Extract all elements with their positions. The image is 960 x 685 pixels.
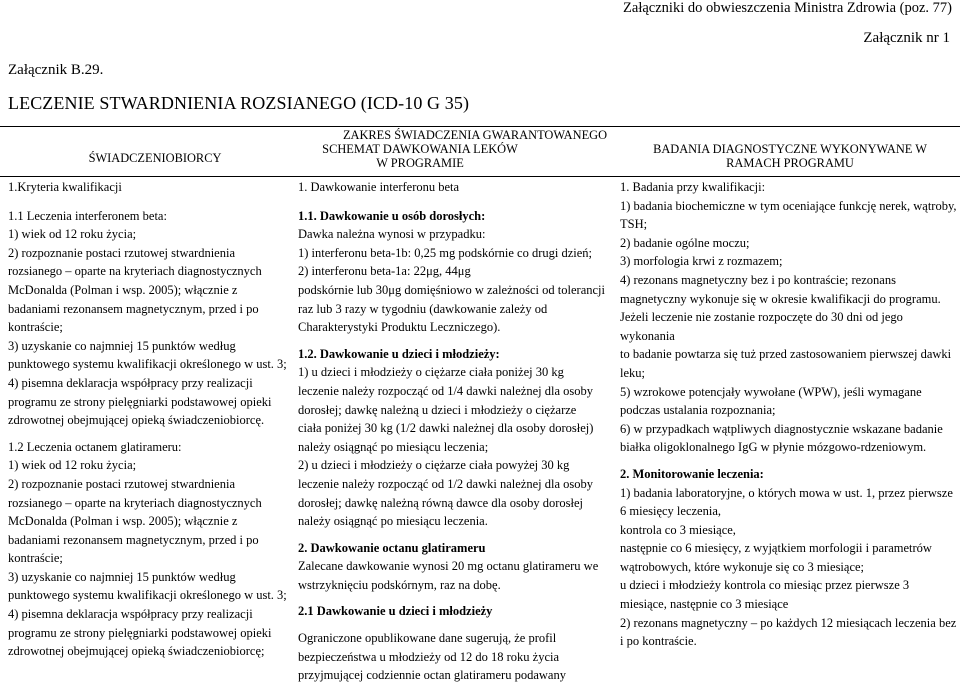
text-line: 5) wzrokowe potencjały wywołane (WPW), jeśli wymagane <box>620 384 922 399</box>
text-line: zdrowotnej obejmującej opieką świadczeniobiorcę. <box>8 413 265 428</box>
text-line: 1) interferonu beta-1b: 0,25 mg podskórnie co drugi dzień; <box>298 245 593 260</box>
text-line: kontrola co 3 miesiące, <box>620 522 736 537</box>
text-line: 2) rezonans magnetyczny – po każdych 12 miesiącach leczenia bez <box>620 615 957 630</box>
column-diagnostics <box>620 178 958 651</box>
header-bottom-border <box>0 176 960 177</box>
text-line: Jeżeli leczenie nie zostanie rozpoczęte do 30 dni od jego wykonania <box>620 310 903 343</box>
text-line: należy osiągnąć po miesiącu leczenia. <box>298 514 488 529</box>
text-line: leczenie należy rozpocząć od 1/2 dawki należnej dla osoby <box>298 476 594 491</box>
text-line: 1) badania laboratoryjne, o których mowa w ust. 1, przez pierwsze <box>620 485 953 500</box>
text-line: dorosłej; dawkę należną równą dawce dla osoby dorosłej <box>298 495 583 510</box>
glatiramer-heading: 1.2 Leczenia octanem glatirameru: <box>8 439 182 454</box>
col2-header-line2: W PROGRAMIE <box>376 155 464 170</box>
text-line: programu ze strony pielęgniarki podstawowej opieki <box>8 394 272 409</box>
text-line: badaniami rezonansem magnetycznym, przed i po <box>8 532 259 547</box>
text-line: ciała poniżej 30 kg (1/2 dawki należnej dla osoby dorosłej) <box>298 421 594 436</box>
text-line: magnetyczny wykonuje się w okresie kwalifikacji do programu. <box>620 291 941 306</box>
text-line: 3) uzyskanie co najmniej 15 punktów według <box>8 338 236 353</box>
text-line: należy osiągnąć po miesiącu leczenia; <box>298 439 489 454</box>
text-line: 4) rezonans magnetyczny bez i po kontraście; rezonans <box>620 272 896 287</box>
column-eligibility <box>8 178 290 661</box>
text-line: 1) badania biochemiczne w tym oceniające funkcję nerek, wątroby, <box>620 198 957 213</box>
qualification-tests-heading: 1. Badania przy kwalifikacji: <box>620 180 766 194</box>
text-line: rozsianego – oparte na kryteriach diagnostycznych <box>8 495 262 510</box>
annex-number: Załącznik nr 1 <box>863 30 950 46</box>
glatiramer-children-heading: 2.1 Dawkowanie u dzieci i młodzieży <box>298 604 493 619</box>
text-line: kontraście; <box>8 551 63 566</box>
text-line: 3) uzyskanie co najmniej 15 punktów według <box>8 569 236 584</box>
text-line: miesiące, następnie co 3 miesiące <box>620 597 789 612</box>
text-line: podczas ustalania rozpoznania; <box>620 403 776 418</box>
text-line: 6) w przypadkach wątpliwych diagnostycznie wskazane badanie <box>620 421 943 436</box>
col3-header-line1: BADANIA DIAGNOSTYCZNE WYKONYWANE W <box>653 142 927 156</box>
text-line: podskórnie lub 30μg domięśniowo w zależności od tolerancji <box>298 282 605 297</box>
text-line: to badanie powtarza się tuż przed zastosowaniem pierwszej dawki <box>620 347 952 362</box>
children-dosing-heading: 1.2. Dawkowanie u dzieci i młodzieży: <box>298 346 500 361</box>
dosing-section-heading: 1. Dawkowanie interferonu beta <box>298 180 460 194</box>
text-line: Ograniczone opublikowane dane sugerują, że profil <box>298 631 557 646</box>
text-line: i po kontraście. <box>620 634 697 649</box>
text-line: badaniami rezonansem magnetycznym, przed i po <box>8 301 259 316</box>
col1-header: ŚWIADCZENIOBIORCY <box>88 151 222 165</box>
text-line: 3) morfologia krwi z rozmazem; <box>620 254 783 269</box>
adult-dosing-heading: 1.1. Dawkowanie u osób dorosłych: <box>298 208 486 223</box>
text-line: Charakterystyki Produktu Leczniczego). <box>298 320 501 335</box>
text-line: 4) pisemna deklaracja współpracy przy realizacji <box>8 375 253 390</box>
glatiramer-dosing-heading: 2. Dawkowanie octanu glatirameru <box>298 540 486 555</box>
text-line: Dawka należna wynosi w przypadku: <box>298 227 486 242</box>
column-dosing <box>298 178 618 685</box>
document-title: LECZENIE STWARDNIENIA ROZSIANEGO (ICD-10 G 35) <box>8 93 470 113</box>
text-line: TSH; <box>620 217 648 232</box>
text-line: 2) badanie ogólne moczu; <box>620 235 750 250</box>
interferon-heading: 1.1 Leczenia interferonem beta: <box>8 208 167 223</box>
col3-header <box>620 143 960 170</box>
text-line: McDonalda (Polman i wsp. 2005); włącznie z <box>8 514 238 529</box>
col2-header <box>295 143 545 170</box>
text-line: wątrobowych, które wykonuje się co 3 miesiące; <box>620 559 865 574</box>
header-note: Załączniki do obwieszczenia Ministra Zdrowia (poz. 77) <box>623 0 952 16</box>
text-line: dorosłej; dawkę należną u dzieci i młodzieży o ciężarze <box>298 402 577 417</box>
text-line: 4) pisemna deklaracja współpracy przy realizacji <box>8 607 253 622</box>
text-line: u dzieci i młodzieży kontrola co miesiąc przez pierwsze 3 <box>620 578 910 593</box>
text-line: 2) rozpoznanie postaci rzutowej stwardnienia <box>8 245 235 260</box>
text-line: leczenie należy rozpocząć od 1/4 dawki należnej dla osoby <box>298 383 594 398</box>
text-line: punktowego systemu kwalifikacji określonego w ust. 3; <box>8 357 287 372</box>
text-line: kontraście; <box>8 320 63 335</box>
text-line: 2) interferonu beta-1a: 22μg, 44μg <box>298 264 471 279</box>
text-line: raz lub 3 razy w tygodniu (dawkowanie zależy od <box>298 301 548 316</box>
text-line: 1) u dzieci i młodzieży o ciężarze ciała poniżej 30 kg <box>298 365 564 380</box>
table-top-border <box>0 126 960 127</box>
text-line: Zalecane dawkowanie wynosi 20 mg octanu glatirameru we <box>298 559 599 574</box>
col2-header-line1: SCHEMAT DAWKOWANIA LEKÓW <box>322 142 518 156</box>
text-line: McDonalda (Polman i wsp. 2005); włącznie z <box>8 282 238 297</box>
text-line: wstrzyknięciu podskórnym, raz na dobę. <box>298 577 501 592</box>
text-line: bezpieczeństwa u młodzieży od 12 do 18 roku życia <box>298 649 560 664</box>
text-line: programu ze strony pielęgniarki podstawowej opieki <box>8 625 272 640</box>
text-line: 2) u dzieci i młodzieży o ciężarze ciała powyżej 30 kg <box>298 458 570 473</box>
text-line: leku; <box>620 365 645 380</box>
col3-header-line2: RAMACH PROGRAMU <box>726 155 854 170</box>
text-line: 2) rozpoznanie postaci rzutowej stwardnienia <box>8 476 235 491</box>
text-line: białka oligoklonalnego IgG w płynie mózgowo-rdzeniowym. <box>620 440 927 455</box>
annex-code: Załącznik B.29. <box>8 62 104 78</box>
text-line: przyjmującej codziennie octan glatirameru podawany <box>298 668 566 683</box>
text-line: rozsianego – oparte na kryteriach diagnostycznych <box>8 264 262 279</box>
text-line: 1) wiek od 12 roku życia; <box>8 458 137 473</box>
text-line: 6 miesięcy leczenia, <box>620 504 721 519</box>
text-line: zdrowotnej obejmującej opieką świadczeniobiorcę; <box>8 644 265 659</box>
monitoring-heading: 2. Monitorowanie leczenia: <box>620 466 764 481</box>
text-line: punktowego systemu kwalifikacji określonego w ust. 3; <box>8 588 287 603</box>
text-line: 1) wiek od 12 roku życia; <box>8 227 137 242</box>
text-line: następnie co 6 miesięcy, z wyjątkiem morfologii i parametrów <box>620 541 932 556</box>
eligibility-section-heading: 1.Kryteria kwalifikacji <box>8 180 122 194</box>
col2-header-top: ZAKRES ŚWIADCZENIA GWARANTOWANEGO <box>342 128 608 142</box>
